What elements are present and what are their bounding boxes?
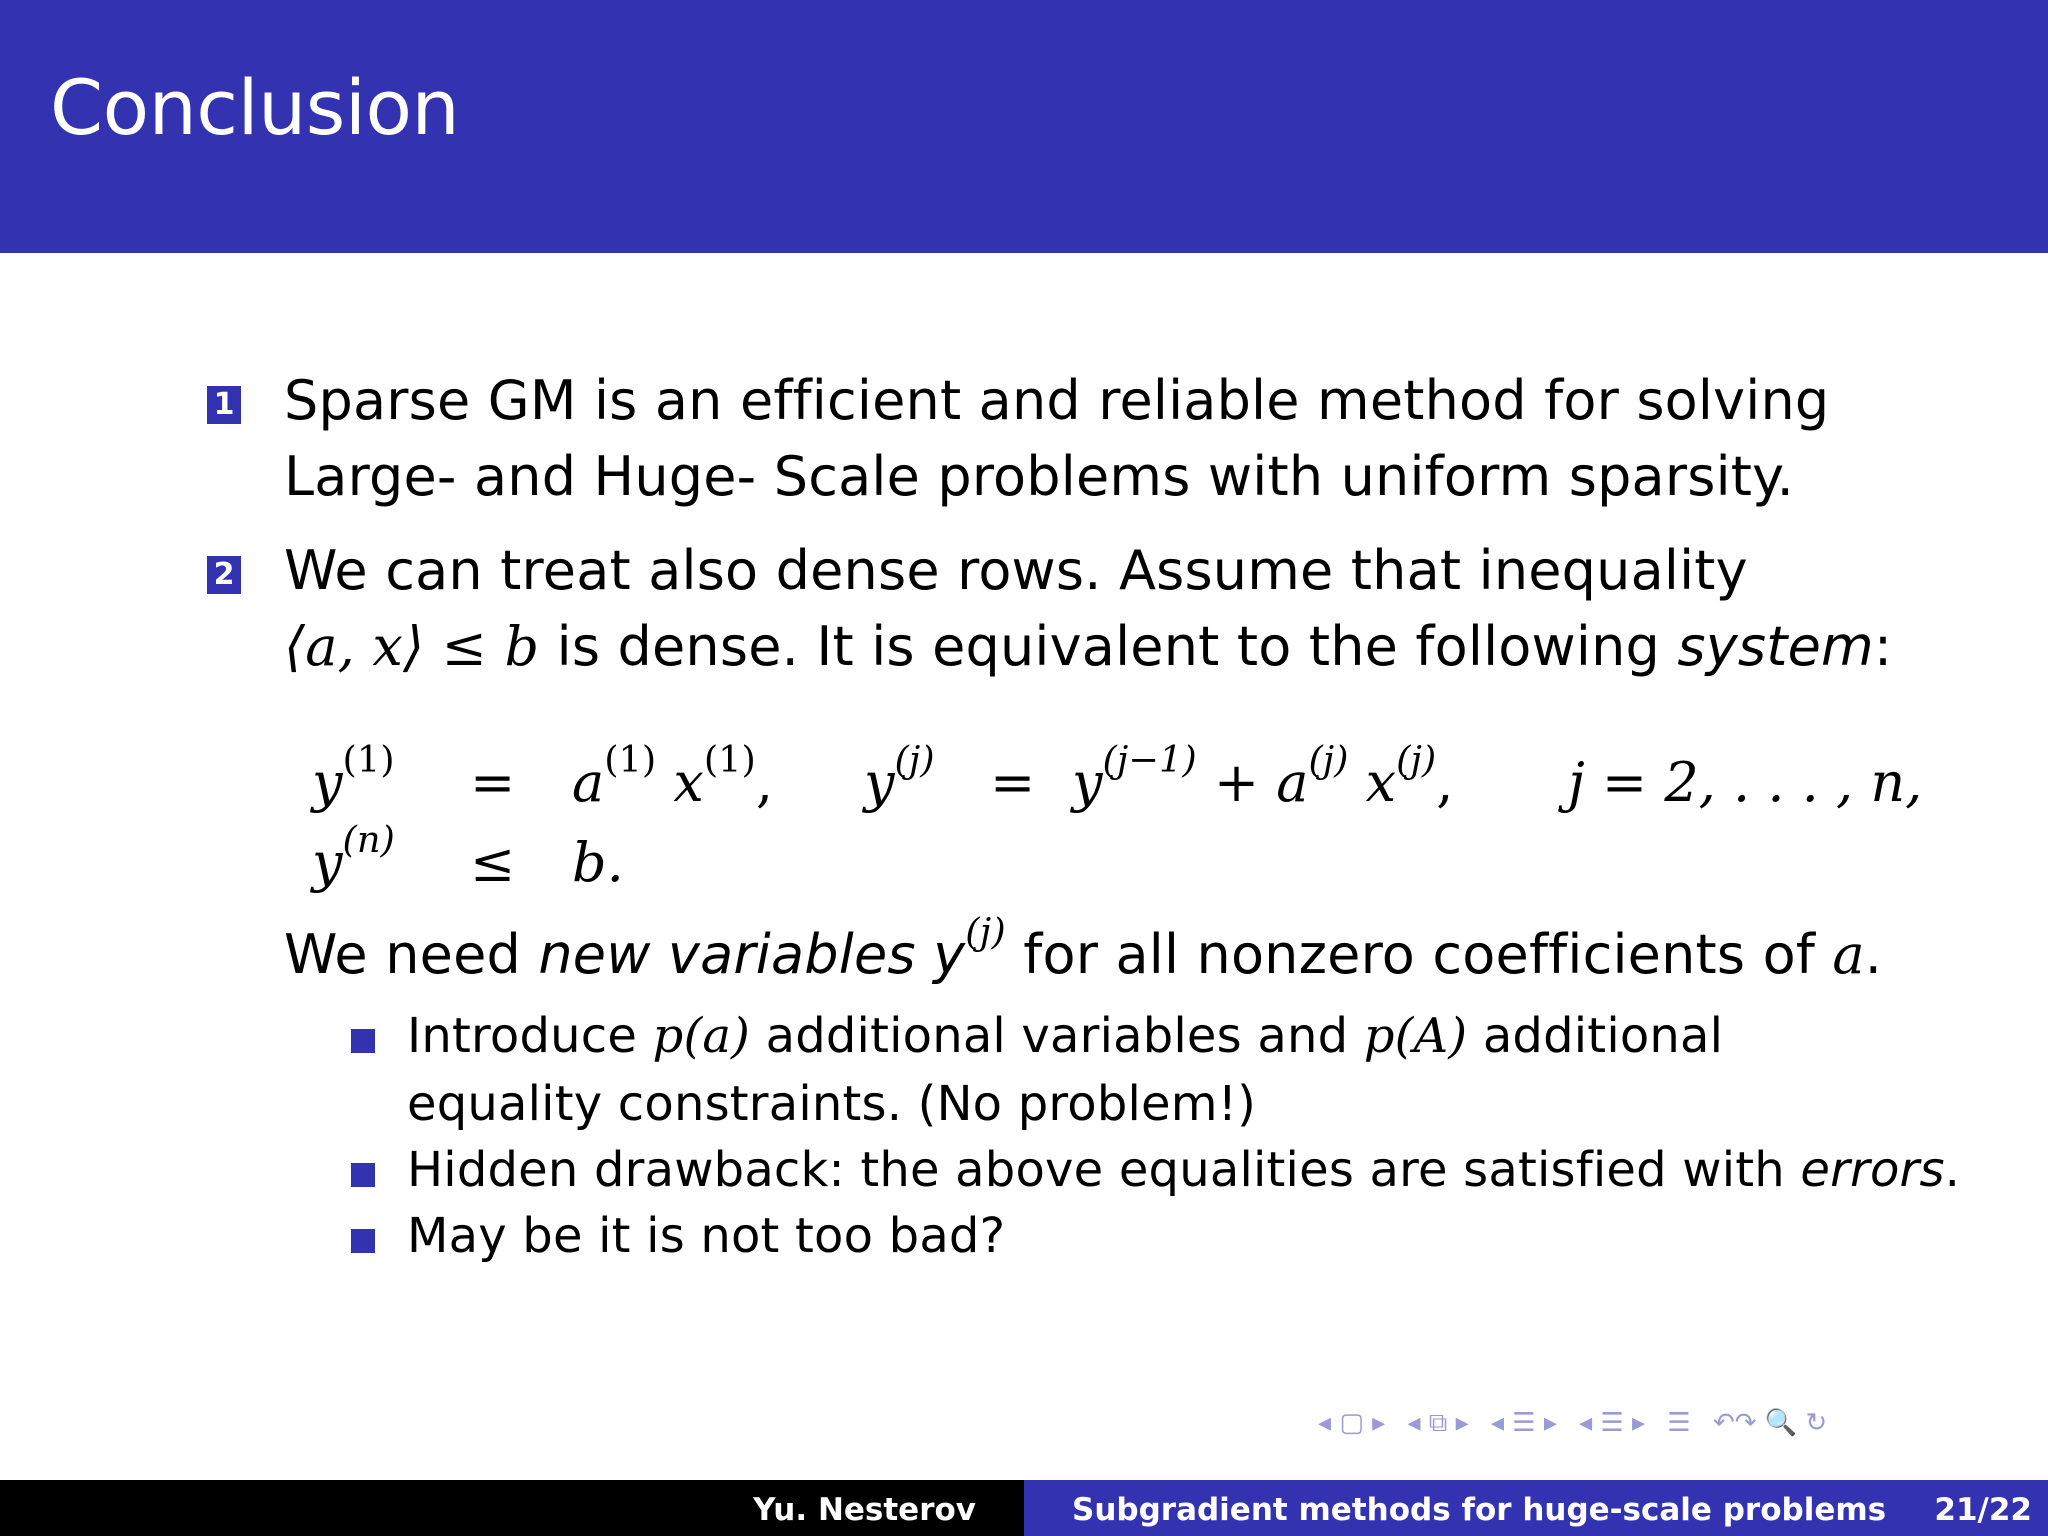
slide-title: Conclusion bbox=[50, 63, 460, 152]
eq-x1-sup: (1) bbox=[703, 737, 756, 781]
eq-comma2: , bbox=[1436, 751, 1454, 814]
eq-yj: y bbox=[864, 751, 895, 814]
eq-yj1-sup: (j−1) bbox=[1102, 737, 1197, 781]
eq-yn: y bbox=[312, 831, 343, 894]
eq-row1-rel2: = bbox=[990, 751, 1036, 814]
eq-aj: a bbox=[1276, 751, 1309, 814]
system-emphasis: system bbox=[1677, 615, 1874, 678]
nav-frame-icon[interactable]: ◂ ▢ ▸ bbox=[1318, 1408, 1386, 1438]
eq-row1-rel1: = bbox=[470, 751, 516, 814]
item-2-line-1: We can treat also dense rows. Assume that inequality bbox=[284, 539, 1748, 602]
eq-comma1: , bbox=[755, 751, 774, 814]
footer-author: Yu. Nesterov bbox=[753, 1492, 976, 1528]
need-variables-line bbox=[284, 909, 1883, 986]
enum-marker-1: 1 bbox=[207, 386, 241, 424]
nav-search-icon[interactable]: ↶↷ 🔍 ↻ bbox=[1712, 1408, 1828, 1438]
eq-y1: y bbox=[312, 751, 343, 814]
footer-page-number: 21/22 bbox=[1934, 1492, 2032, 1528]
item-1-line-2: Large- and Huge- Scale problems with uniform sparsity. bbox=[284, 445, 1794, 508]
nav-section2-icon[interactable]: ◂ ☰ ▸ bbox=[1579, 1408, 1646, 1438]
need-em: new variables y bbox=[538, 923, 966, 986]
eq-x1: x bbox=[656, 751, 704, 814]
item-2-line-2-end: : bbox=[1873, 615, 1893, 678]
eq-row2-lhs bbox=[312, 817, 395, 894]
footer-title: Subgradient methods for huge-scale problems bbox=[1072, 1492, 1887, 1528]
eq-plus: + bbox=[1196, 751, 1277, 814]
bullet-2 bbox=[351, 1163, 375, 1187]
bullet-1 bbox=[351, 1029, 375, 1053]
need-end: . bbox=[1864, 923, 1883, 986]
eq-aj-sup: (j) bbox=[1308, 737, 1349, 781]
item-2-line-2-text: is dense. It is equivalent to the following bbox=[539, 615, 1678, 678]
item-1-line-1: Sparse GM is an efficient and reliable method for solving bbox=[284, 369, 1830, 432]
eq-row1-rhs1 bbox=[572, 737, 774, 814]
subitem-2 bbox=[407, 1142, 1961, 1198]
subitem-1-b: additional variables and bbox=[750, 1008, 1364, 1064]
subitem-1-a: Introduce bbox=[407, 1008, 653, 1064]
eq-row2-rel: ≤ bbox=[470, 831, 516, 894]
nav-align-icon[interactable]: ☰ bbox=[1667, 1408, 1691, 1438]
footer-author-box bbox=[0, 1480, 1024, 1536]
eq-xj-sup: (j) bbox=[1396, 737, 1437, 781]
eq-yj-sup: (j) bbox=[894, 737, 935, 781]
need-var-a: a bbox=[1832, 923, 1865, 986]
eq-xj: x bbox=[1348, 751, 1397, 814]
eq-row1-lhs2 bbox=[864, 737, 935, 814]
subitem-2-pre: Hidden drawback: the above equalities are satisfied with bbox=[407, 1142, 1801, 1198]
need-em-sup: (j) bbox=[965, 909, 1006, 953]
eq-a1: a bbox=[572, 751, 605, 814]
subitem-2-em: errors bbox=[1800, 1142, 1945, 1198]
subitem-1-c: additional bbox=[1467, 1008, 1724, 1064]
need-pre: We need bbox=[284, 923, 539, 986]
need-post: for all nonzero coefficients of bbox=[1005, 923, 1833, 986]
eq-a1-sup: (1) bbox=[604, 737, 657, 781]
subitem-2-end: . bbox=[1944, 1142, 1961, 1198]
nav-subsection-icon[interactable]: ◂ ⧉ ▸ bbox=[1407, 1408, 1469, 1438]
subitem-3: May be it is not too bad? bbox=[407, 1208, 1006, 1264]
nav-section-icon[interactable]: ◂ ☰ ▸ bbox=[1490, 1408, 1557, 1438]
subitem-1-pa: p(a) bbox=[652, 1008, 751, 1064]
eq-yj1: y bbox=[1072, 751, 1103, 814]
eq-row1-range: j = 2, . . . , n, bbox=[1568, 751, 1923, 814]
subitem-1-pA: p(A) bbox=[1363, 1008, 1468, 1064]
eq-row1-rhs2 bbox=[1072, 737, 1454, 814]
eq-row1-lhs1 bbox=[312, 737, 395, 814]
item-2-line-2 bbox=[284, 615, 1893, 678]
eq-yn-sup: (n) bbox=[342, 817, 395, 861]
footer-title-box bbox=[1024, 1480, 2048, 1536]
bullet-3 bbox=[351, 1229, 375, 1253]
navigation-bar bbox=[1318, 1408, 1841, 1438]
eq-row2-rhs: b. bbox=[572, 831, 624, 894]
enum-marker-2: 2 bbox=[207, 556, 241, 594]
subitem-1-line-1 bbox=[407, 1008, 1724, 1064]
inequality-math: ⟨a, x⟩ ≤ b bbox=[284, 615, 540, 678]
eq-y1-sup: (1) bbox=[342, 737, 395, 781]
subitem-1-line-2: equality constraints. (No problem!) bbox=[407, 1076, 1257, 1132]
